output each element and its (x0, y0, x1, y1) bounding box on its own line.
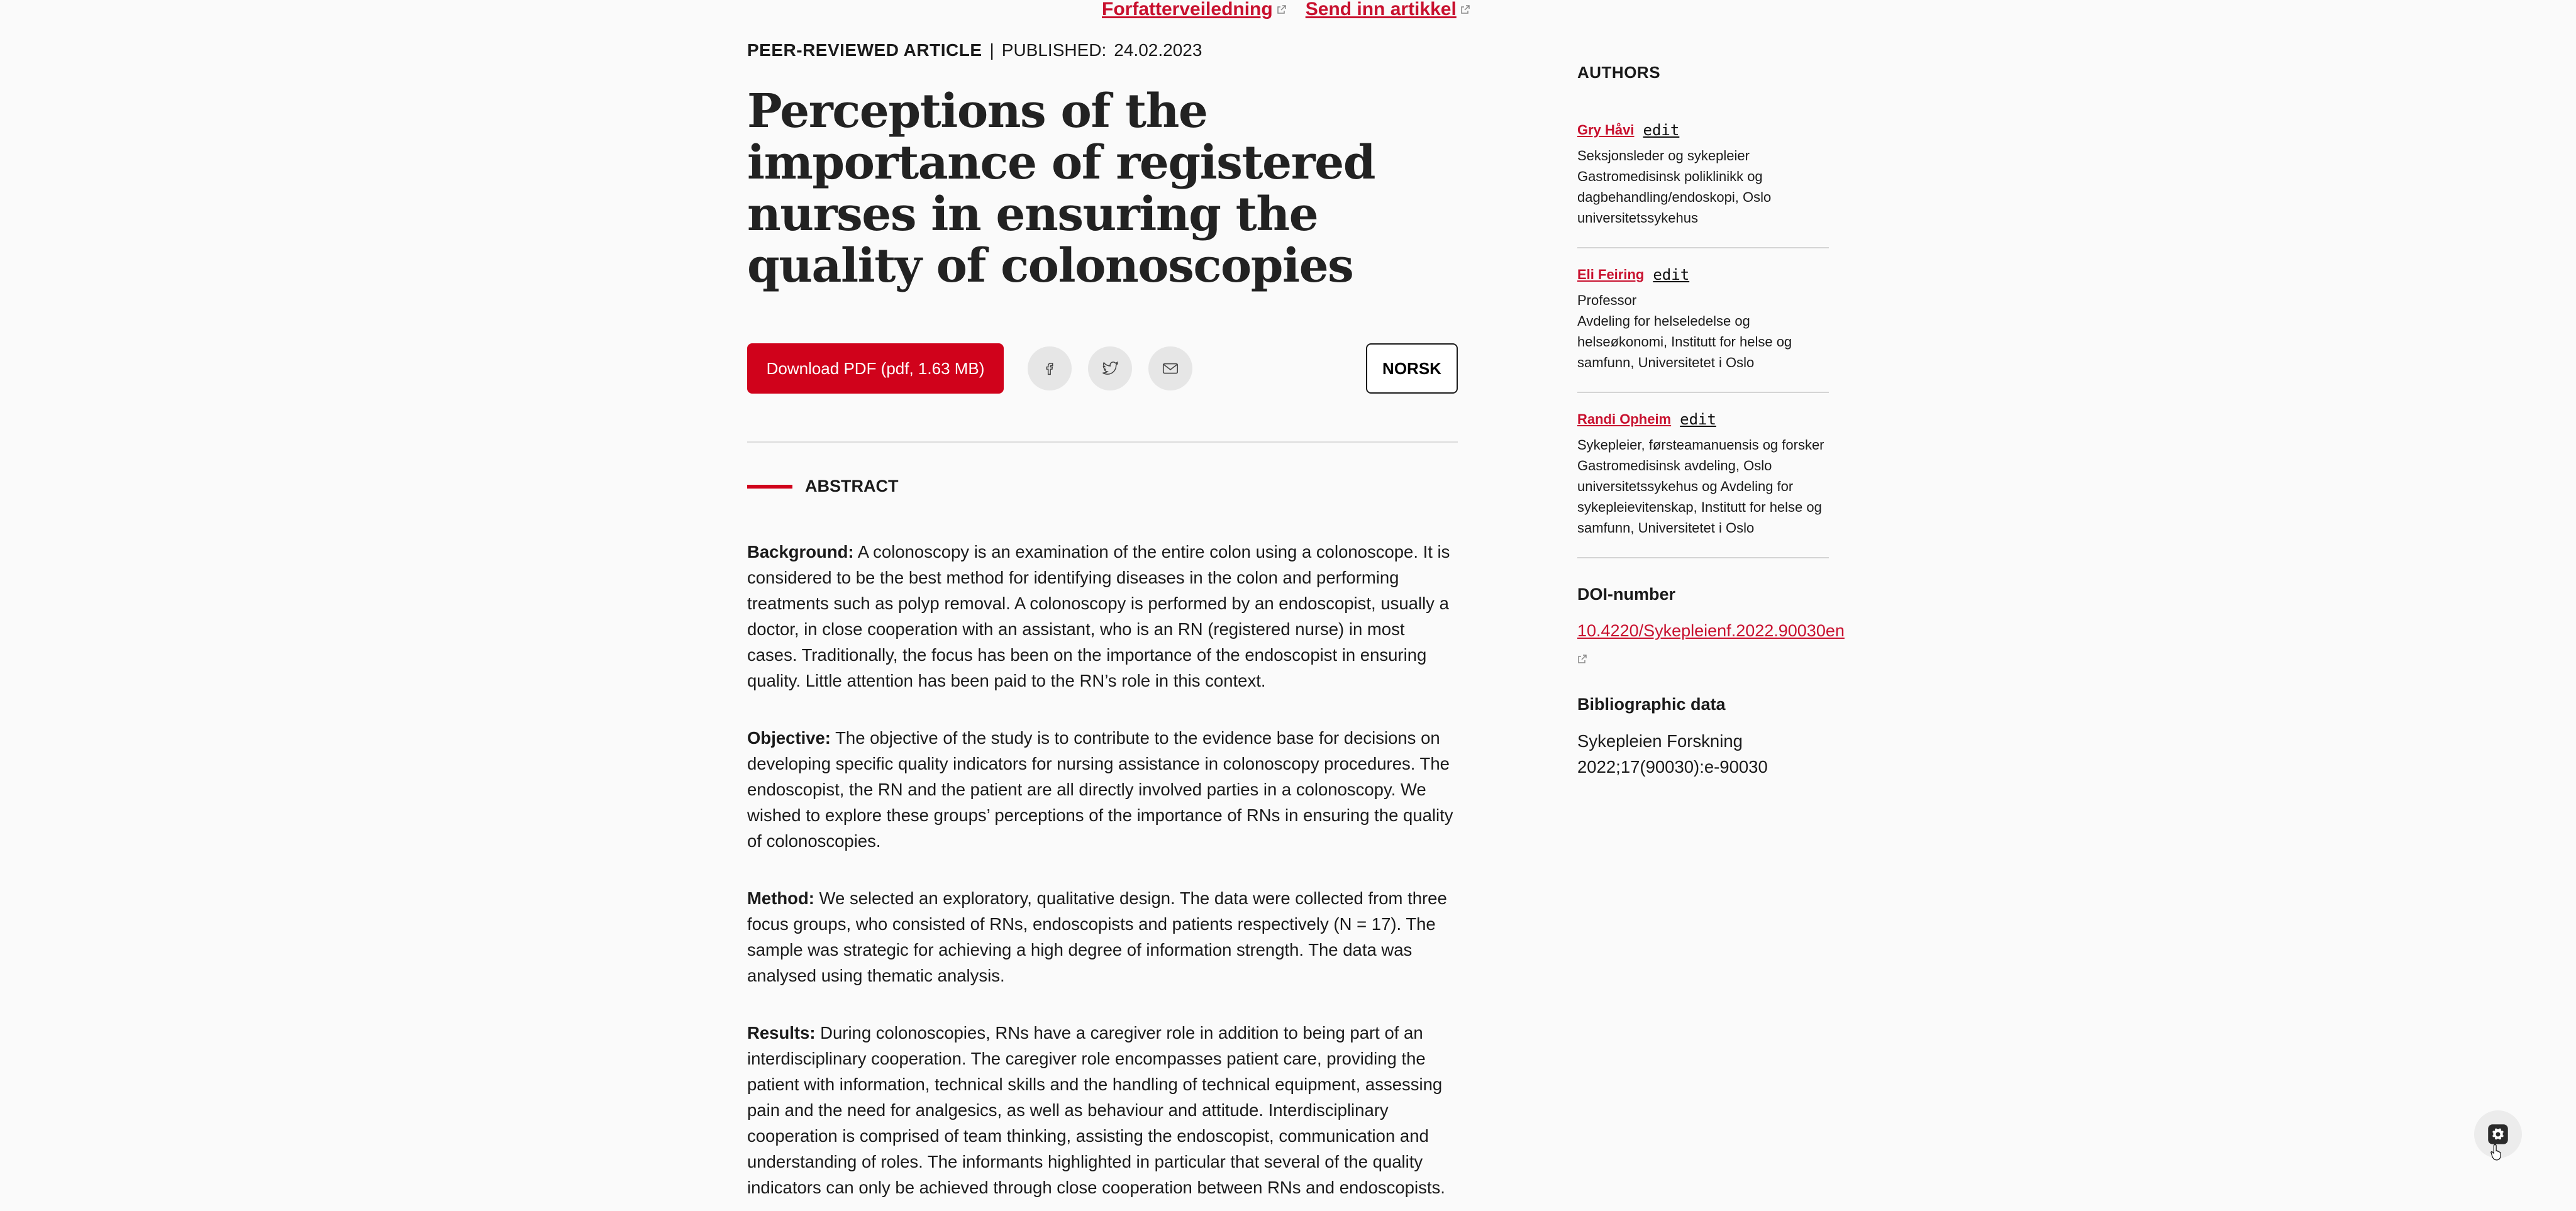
authors-heading: AUTHORS (1577, 63, 1661, 82)
abstract-background (747, 539, 1458, 694)
author-affiliation: Avdeling for helseledelse og helseøkonomi, Institutt for helse og samfunn, Universitetet i Oslo (1577, 313, 1792, 370)
author-edit-link[interactable]: edit (1643, 121, 1680, 139)
top-links (1102, 0, 1470, 21)
doi-heading: DOI-number (1577, 585, 1676, 604)
section-divider (747, 441, 1458, 443)
objective-text: The objective of the study is to contribute to the evidence base for decisions on developing specific quality indicators for nursing assistance in colonoscopy procedures. The endoscopist, the RN and the patient are all directly involved parties in a colonoscopy. We wished to explore these groups’ perceptions of the importance of RNs in ensuring the quality of colonoscopies. (747, 728, 1453, 851)
mail-icon (1161, 359, 1180, 378)
author-edit-link[interactable]: edit (1680, 411, 1716, 428)
meta-separator: | (989, 40, 994, 60)
bibliographic-heading: Bibliographic data (1577, 695, 1726, 714)
author-name-row (1577, 266, 1829, 284)
abstract-heading-label: ABSTRACT (805, 477, 899, 495)
article-main (747, 38, 1458, 1200)
article-sidebar (1577, 63, 1892, 780)
share-facebook-button[interactable] (1028, 346, 1072, 390)
objective-label: Objective: (747, 728, 831, 748)
facebook-icon (1041, 360, 1058, 377)
author-name-link[interactable]: Gry Håvi (1577, 122, 1635, 138)
article-meta (747, 38, 1458, 63)
results-label: Results: (747, 1023, 816, 1042)
abstract-accent-bar (747, 485, 792, 489)
external-link-icon (1277, 4, 1287, 14)
twitter-icon (1101, 359, 1119, 378)
published-label: PUBLISHED: (1001, 40, 1107, 60)
author-card (1577, 248, 1829, 393)
share-twitter-button[interactable] (1088, 346, 1132, 390)
doi-link[interactable] (1577, 617, 1892, 672)
author-role: Seksjonsleder og sykepleier (1577, 148, 1750, 163)
author-role: Professor (1577, 292, 1637, 308)
author-card (1577, 393, 1829, 558)
method-text: We selected an exploratory, qualitative design. The data were collected from three focus groups, who consisted of RNs, endoscopists and patients respectively (N = 17). The sample was strategic for achieving a high degree of information strength. The data was analysed using thematic analysis. (747, 888, 1447, 985)
author-name-row (1577, 411, 1829, 428)
download-pdf-button[interactable]: Download PDF (pdf, 1.63 MB) (747, 343, 1004, 394)
author-name-row (1577, 121, 1829, 139)
author-affiliation: Gastromedisinsk avdeling, Oslo universitetssykehus og Avdeling for sykepleievitenskap, Institutt for helse og samfunn, Universitetet i Oslo (1577, 458, 1822, 536)
abstract-method (747, 885, 1458, 988)
author-guidelines-link[interactable] (1102, 0, 1287, 19)
external-link-icon (1460, 4, 1470, 14)
author-name-link[interactable]: Randi Opheim (1577, 411, 1672, 427)
author-name-link[interactable]: Eli Feiring (1577, 267, 1645, 282)
author-guidelines-label: Forfatterveiledning (1102, 0, 1273, 19)
results-text: During colonoscopies, RNs have a caregiver role in addition to being part of an interdisciplinary cooperation. The caregiver role encompasses patient care, providing the patient with information, technical skills and the handling of technical equipment, assessing pain and the need for analgesics, as well as behaviour and attitude. Interdisciplinary cooperation is comprised of team thinking, assisting the endoscopist, communication and understanding of roles. The informants highlighted in particular that several of the quality indicators can only be achieved through close cooperation between RNs and endoscopists. (747, 1023, 1445, 1197)
norsk-language-button[interactable]: NORSK (1366, 343, 1458, 394)
author-card (1577, 121, 1829, 248)
abstract-results (747, 1020, 1458, 1200)
background-text: A colonoscopy is an examination of the entire colon using a colonoscope. It is considered to be the best method for identifying diseases in the colon and performing treatments such as polyp removal. A colonoscopy is performed by an endoscopist, usually a doctor, in close cooperation with an assistant, who is an RN (registered nurse) in most cases. Traditionally, the focus has been on the importance of the endoscopist in ensuring quality. Little attention has been paid to the RN’s role in this context. (747, 542, 1450, 690)
abstract-heading (747, 477, 1458, 496)
external-link-icon (1577, 654, 1587, 664)
submit-article-label: Send inn artikkel (1305, 0, 1457, 19)
method-label: Method: (747, 888, 814, 908)
author-edit-link[interactable]: edit (1653, 266, 1690, 284)
author-role: Sykepleier, førsteamanuensis og forsker (1577, 437, 1824, 453)
author-affiliation: Gastromedisinsk poliklinikk og dagbehandling/endoskopi, Oslo universitetssykehus (1577, 169, 1772, 226)
share-email-button[interactable] (1148, 346, 1192, 390)
submit-article-link[interactable] (1306, 0, 1470, 19)
article-title: Perceptions of the importance of registered nurses in ensuring the quality of colonoscopies (747, 84, 1375, 293)
mouse-pointer-icon (2489, 1143, 2506, 1162)
published-date: 24.02.2023 (1114, 40, 1202, 60)
background-label: Background: (747, 542, 854, 561)
article-actions (747, 343, 1458, 394)
article-type: PEER-REVIEWED ARTICLE (747, 40, 982, 60)
bibliographic-value: Sykepleien Forskning 2022;17(90030):e-90030 (1577, 731, 1768, 777)
doi-value: 10.4220/Sykepleienf.2022.90030en (1577, 621, 1845, 640)
abstract-objective (747, 725, 1458, 854)
